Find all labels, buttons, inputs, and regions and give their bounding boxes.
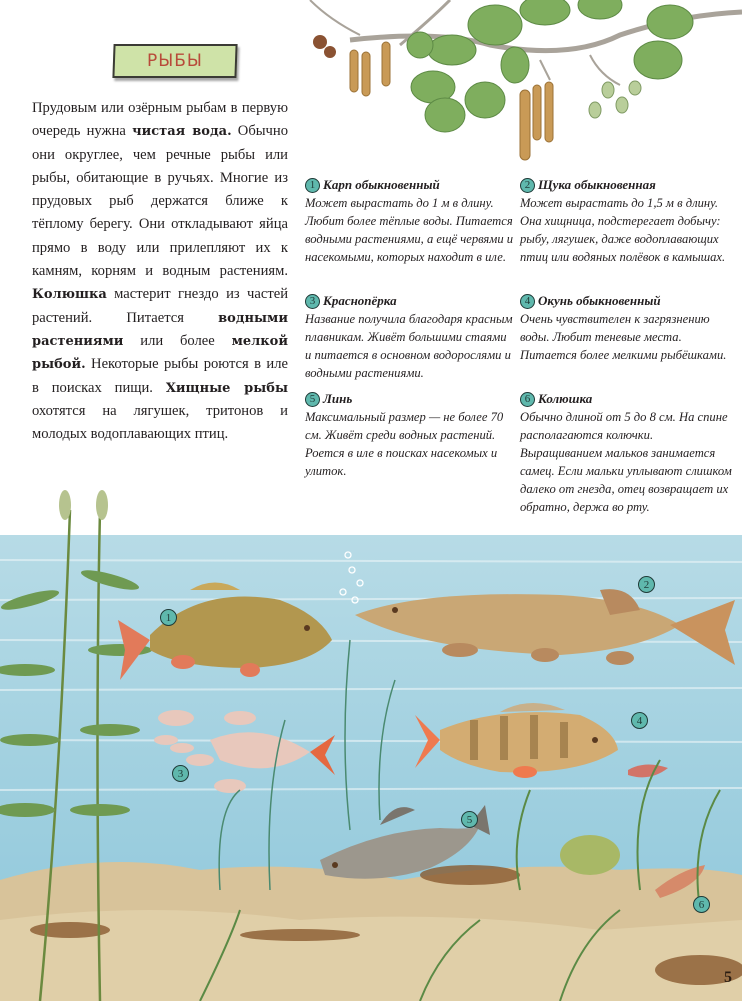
pond-scene-illustration bbox=[0, 490, 742, 1001]
intro-text: или более bbox=[123, 332, 232, 349]
intro-bold: чистая вода. bbox=[132, 124, 232, 140]
number-badge: 6 bbox=[520, 392, 535, 407]
species-entry-perch bbox=[520, 292, 732, 364]
intro-bold: мелкой рыбой. bbox=[32, 333, 288, 373]
species-entry-tench bbox=[305, 390, 515, 480]
species-entry-rudd bbox=[305, 292, 515, 382]
species-name: Щука обыкновенная bbox=[538, 177, 656, 192]
species-name: Колюшка bbox=[538, 391, 593, 406]
marker-rudd: 3 bbox=[172, 765, 189, 782]
marker-tench: 5 bbox=[461, 811, 478, 828]
intro-paragraph bbox=[32, 97, 288, 446]
species-entry-pike bbox=[520, 176, 732, 266]
species-description: Очень чувствителен к загрязнению воды. Любит теневые места. Питается более мелкими рыбёшками. bbox=[520, 312, 727, 362]
marker-carp: 1 bbox=[160, 609, 177, 626]
number-badge: 1 bbox=[305, 178, 320, 193]
species-description: Название получила благодаря красным плавникам. Живёт большими стаями и питается в основном водорослями и водными растениями. bbox=[305, 312, 513, 380]
intro-text: Прудовым или озёрным рыбам в первую очередь нужна bbox=[32, 100, 288, 140]
pond-illustration bbox=[0, 490, 742, 1001]
species-name: Линь bbox=[323, 391, 353, 406]
number-badge: 3 bbox=[305, 294, 320, 309]
species-name: Окунь обыкновенный bbox=[538, 293, 661, 308]
species-description: Обычно длиной от 5 до 8 см. На спине располагаются колючки. Выращиванием мальков занимается самец. Если мальки уплывают слишком далеко от гнезда, отец возвращает их обратно, держа во рту. bbox=[520, 410, 732, 514]
species-description: Максимальный размер — не более 70 см. Живёт среди водных растений. Роется в иле в поисках насекомых и улиток. bbox=[305, 410, 504, 478]
species-name: Карп обыкновенный bbox=[323, 177, 440, 192]
intro-text: Обычно они округлее, чем речные рыбы или рыбы, обитающие в ручьях. Многие из прудовых рыб держатся ближе к тёплому берегу. Они откладывают яйца прямо в воду или прилепляют их к камням, корням и водным растениям. bbox=[32, 123, 289, 280]
species-description: Может вырастать до 1 м в длину. Любит более тёплые воды. Питается водными растениями, а ещё червями и насекомыми, которых находит в иле. bbox=[305, 196, 514, 264]
number-badge: 2 bbox=[520, 178, 535, 193]
number-badge: 4 bbox=[520, 294, 535, 309]
alder-branch-illustration bbox=[290, 0, 742, 170]
marker-pike: 2 bbox=[638, 576, 655, 593]
section-title: РЫБЫ bbox=[147, 51, 203, 71]
number-badge: 5 bbox=[305, 392, 320, 407]
intro-bold: водными растениями bbox=[32, 310, 288, 349]
intro-bold: Хищные рыбы bbox=[165, 380, 288, 396]
section-title-banner bbox=[112, 44, 237, 78]
intro-text: охотятся на лягушек, тритонов и молодых водоплавающих птиц. bbox=[32, 402, 288, 443]
species-description: Может вырастать до 1,5 м в длину. Она хищница, подстерегает добычу: рыбу, лягушек, даже водоплавающих птиц или водяных полёвок в камышах. bbox=[520, 196, 726, 264]
species-entry-carp bbox=[305, 176, 515, 266]
species-name: Краснопёрка bbox=[323, 293, 397, 308]
marker-perch: 4 bbox=[631, 712, 648, 729]
page-number: 5 bbox=[724, 969, 732, 986]
intro-text: Некоторые рыбы роются в иле в поисках пищи. bbox=[32, 356, 288, 396]
intro-text: мастерит гнездо из частей растений. Питается bbox=[32, 286, 288, 326]
intro-bold: Колюшка bbox=[32, 287, 107, 303]
marker-stickleback: 6 bbox=[693, 896, 710, 913]
